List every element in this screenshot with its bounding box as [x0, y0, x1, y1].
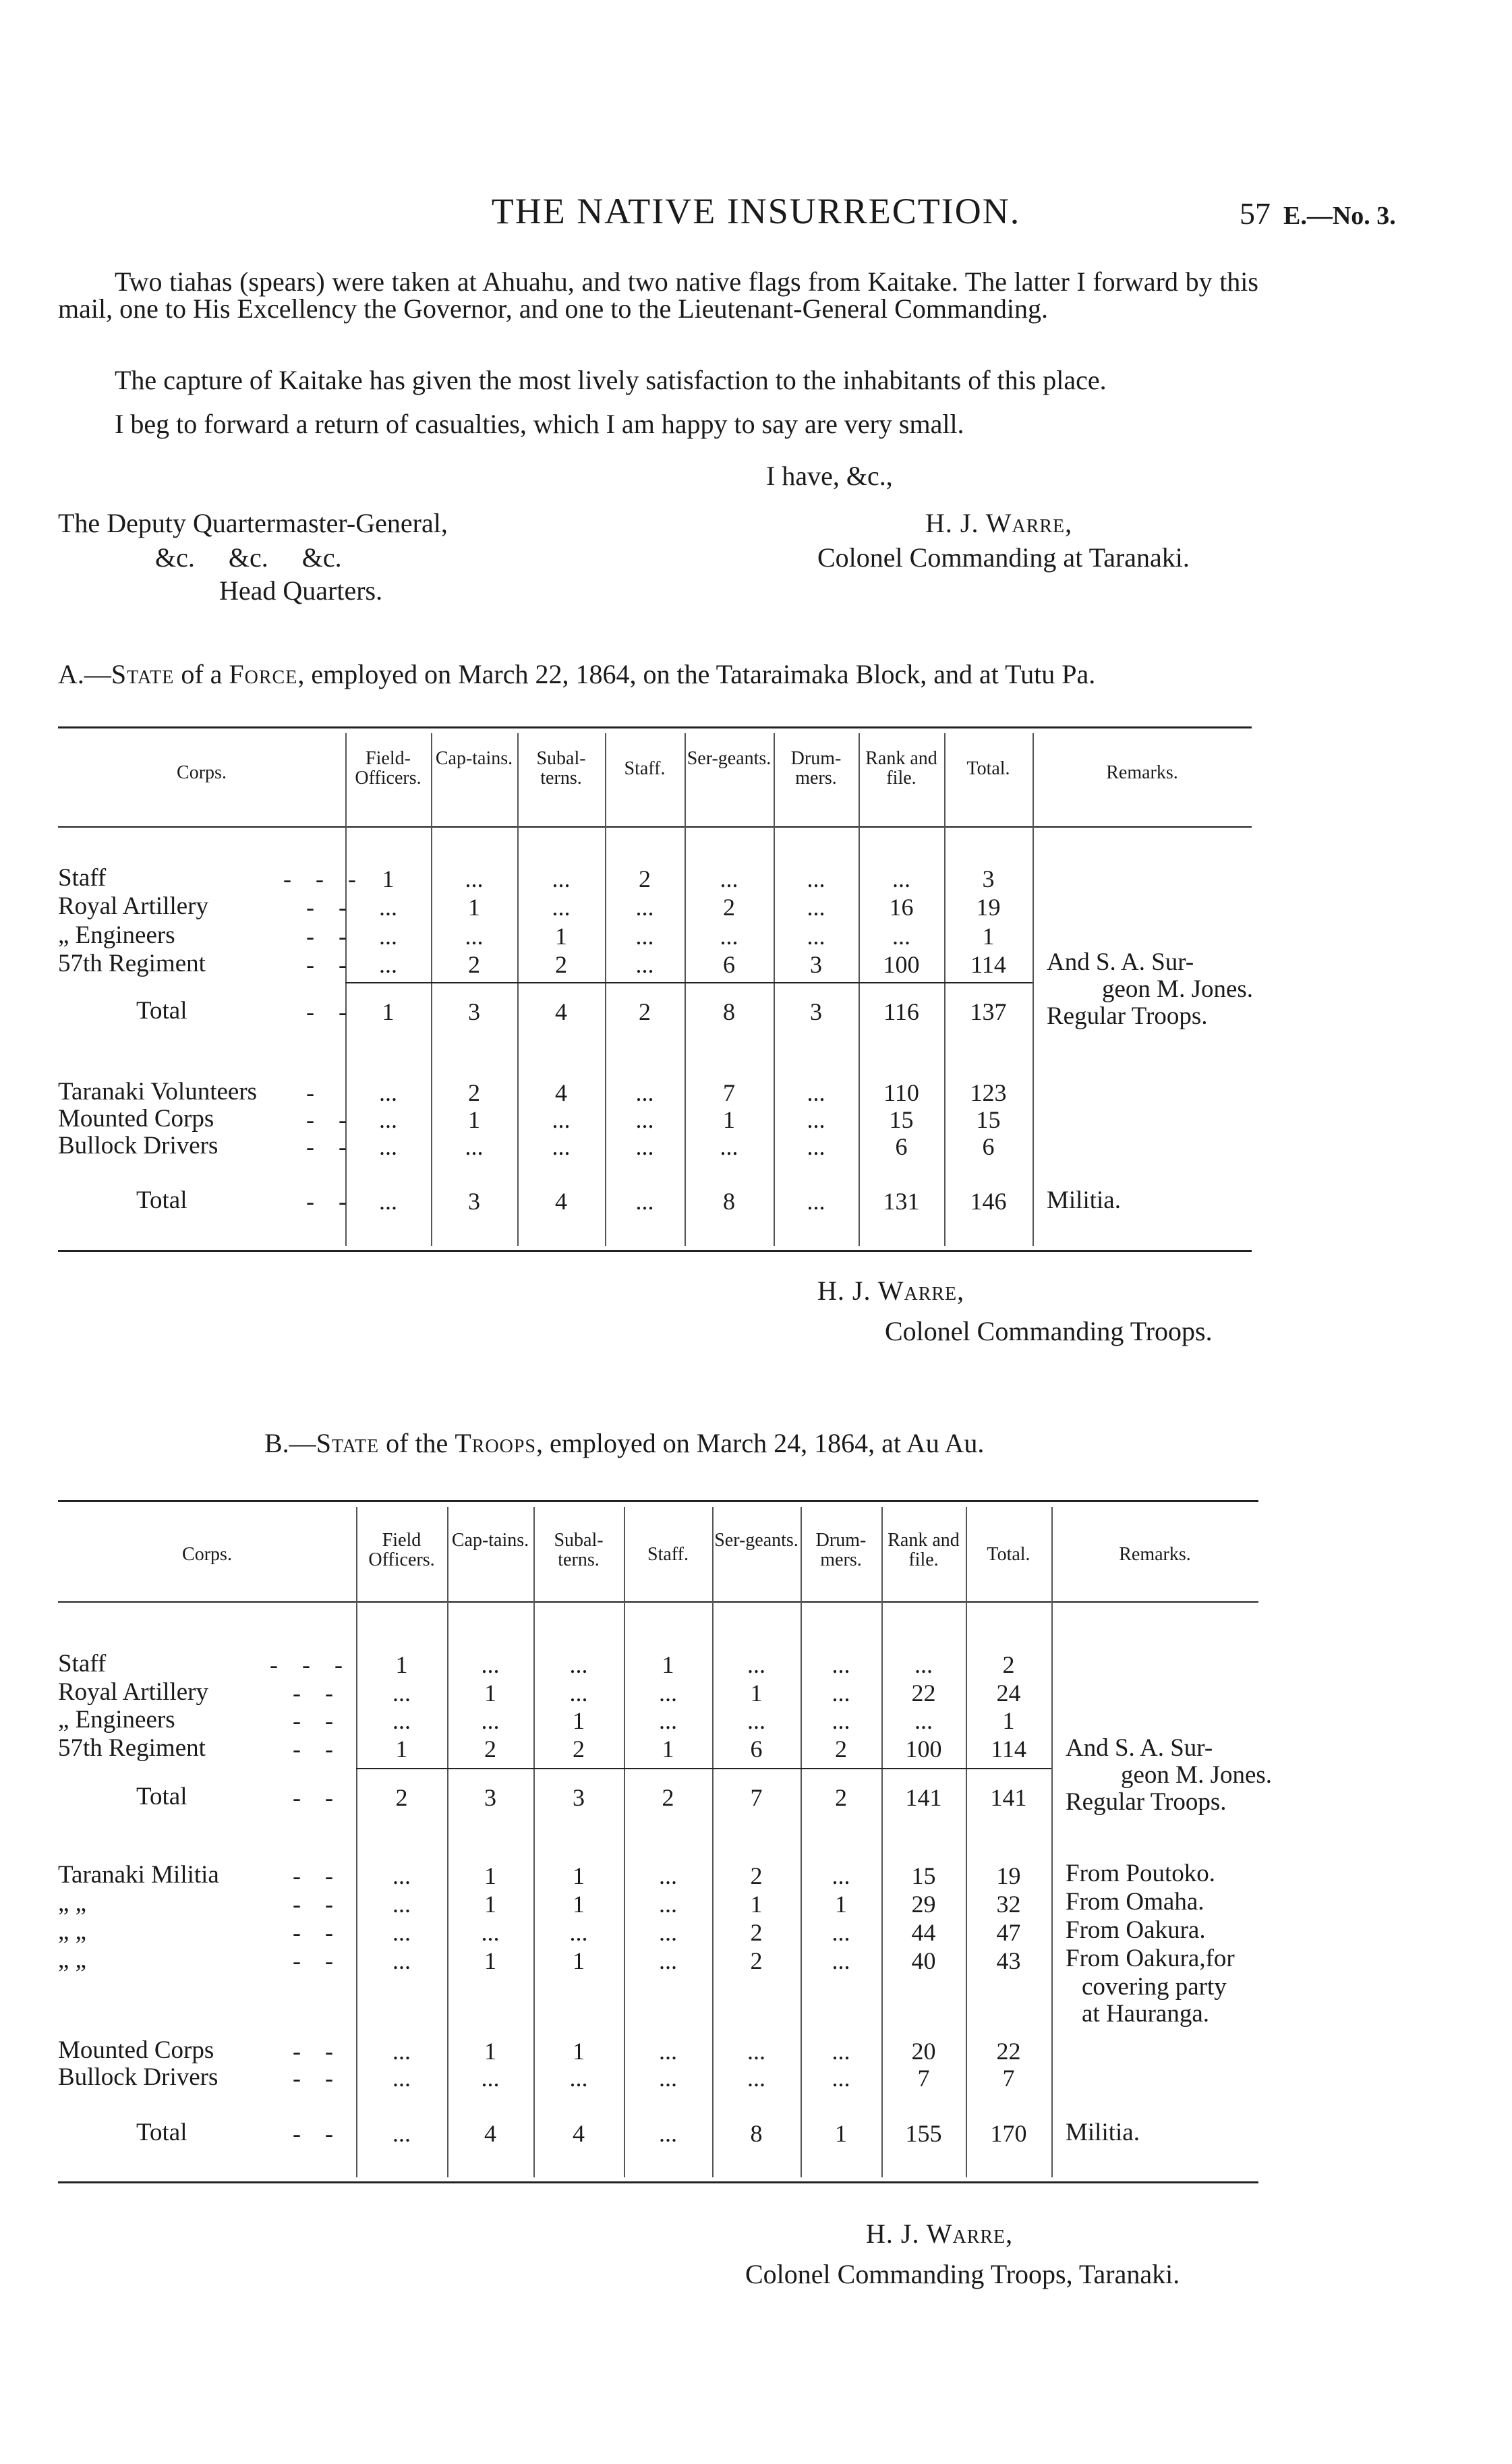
table-a-row-leader: - - — [306, 894, 347, 921]
table-b-remark: Regular Troops. — [1066, 1788, 1227, 1816]
table-b-row-cell: 1 — [750, 1891, 763, 1918]
table-a-total-row-cell: 3 — [468, 998, 480, 1025]
table-b-total-row-cell: 170 — [990, 2120, 1027, 2147]
table-a-col-divider — [774, 733, 775, 1246]
table-a-col-header-captains: Cap-tains. — [435, 748, 513, 769]
table-b-total-row-cell: 155 — [905, 2120, 942, 2147]
table-b-row-cell: 1 — [484, 2038, 496, 2065]
table-b-row-cell: 1 — [573, 2038, 585, 2065]
table-b-row-leader: - - — [293, 1707, 333, 1734]
table-b-row-cell: ... — [392, 1919, 411, 1946]
table-a-col-divider — [605, 733, 606, 1246]
table-b-total-row-cell: 8 — [750, 2120, 763, 2147]
table-b-row-leader: - - — [293, 1891, 333, 1918]
table-b-header-rule — [58, 1601, 1258, 1603]
table-b-row-corps: Mounted Corps — [58, 2036, 214, 2064]
table-b-row-corps: „ Engineers — [58, 1706, 175, 1734]
table-b-col-header-drummers: Drum-mers. — [815, 1530, 867, 1570]
table-a-signer-title: Colonel Commanding Troops. — [885, 1316, 1213, 1346]
table-b-col-header-staff: Staff. — [647, 1544, 689, 1565]
table-b-row-cell: 43 — [996, 1947, 1021, 1974]
table-b-remark: at Hauranga. — [1082, 2000, 1210, 2028]
table-b-row-cell: ... — [659, 1919, 677, 1946]
table-b-col-header-subalterns: Subal-terns. — [554, 1530, 604, 1570]
table-b-row-cell: 20 — [911, 2038, 936, 2065]
table-b-row-cell: ... — [392, 1707, 411, 1734]
table-b-total-row-cell: 7 — [750, 1784, 763, 1811]
table-a-col-divider — [517, 733, 519, 1246]
table-b-remark: From Poutoko. — [1066, 1860, 1216, 1887]
table-a-row-cell: 1 — [555, 923, 567, 950]
table-a-row-cell: 2 — [639, 865, 651, 892]
table-b-row-cell: 2 — [750, 1947, 763, 1974]
table-a-row-leader: - - — [306, 1133, 347, 1160]
table-a-total-row-leader: - - — [306, 998, 347, 1025]
table-a-row-cell: ... — [807, 923, 825, 950]
table-b-row-leader: - - — [293, 1862, 333, 1889]
table-b-row-cell: ... — [659, 2065, 677, 2092]
table-b-row-cell: 44 — [911, 1919, 936, 1946]
table-b-row-cell: ... — [569, 2065, 588, 2092]
table-a-col-divider — [345, 733, 347, 1246]
table-b-row-cell: 1 — [484, 1680, 496, 1707]
table-a-row-corps: Mounted Corps — [58, 1105, 214, 1133]
table-a-row-cell: ... — [720, 923, 738, 950]
table-a-row-leader: - - - — [283, 865, 356, 892]
addressee-line-3: Head Quarters. — [219, 575, 383, 606]
table-b-row-cell: 47 — [996, 1919, 1021, 1946]
table-a-row-cell: ... — [807, 1133, 825, 1160]
table-b-row-cell: ... — [832, 1862, 850, 1889]
table-b-row-cell: 2 — [1002, 1651, 1015, 1678]
table-b-row-cell: ... — [832, 1707, 850, 1734]
table-a-row-cell: 4 — [555, 1079, 567, 1106]
table-b-row-corps: „ „ — [58, 1946, 87, 1974]
table-a-row-cell: 1 — [382, 865, 395, 892]
table-b-row-cell: ... — [481, 1707, 500, 1734]
table-a-row-cell: 16 — [889, 894, 914, 921]
table-b-row-cell: 40 — [911, 1947, 936, 1974]
table-b-row-corps: „ „ — [58, 1918, 87, 1945]
table-b-total-row-cell: 3 — [484, 1784, 496, 1811]
table-a-col-divider — [859, 733, 860, 1246]
table-b-row-cell: 2 — [573, 1736, 585, 1763]
table-b-col-header-captains: Cap-tains. — [451, 1530, 529, 1551]
table-b-row-corps: Royal Artillery — [58, 1678, 208, 1706]
table-a-row-cell: 1 — [982, 923, 995, 950]
table-b-row-cell: 1 — [662, 1651, 674, 1678]
table-b-subtotal-rule — [356, 1768, 1051, 1769]
table-b-row-cell: ... — [747, 2065, 765, 2092]
table-a-top-rule — [58, 726, 1252, 728]
table-b-row-cell: ... — [659, 1947, 677, 1974]
table-a-total-row-cell: 146 — [970, 1188, 1007, 1215]
table-b-row-cell: ... — [481, 2065, 500, 2092]
table-b-row-cell: 1 — [1002, 1707, 1015, 1734]
table-a-row-cell: 3 — [982, 865, 995, 892]
document-reference: E.—No. 3. — [1283, 202, 1396, 230]
table-b-row-cell: ... — [832, 2065, 850, 2092]
table-a-row-cell: ... — [635, 1106, 654, 1133]
table-b-row-cell: ... — [659, 1891, 677, 1918]
table-a-row-cell: ... — [552, 1106, 571, 1133]
table-b-row-cell: ... — [914, 1651, 933, 1678]
page-number: 57 — [1240, 196, 1271, 231]
table-b-title: B.—State of the Troops, employed on March 24, 1864, at Au Au. — [264, 1428, 985, 1458]
table-b-row-cell: 22 — [996, 2038, 1021, 2065]
table-b-col-header-remarks: Remarks. — [1119, 1544, 1191, 1565]
table-b-row-cell: ... — [659, 1862, 677, 1889]
table-a-subtotal-rule — [345, 982, 1033, 983]
table-b-signer: H. J. Warre, — [866, 2218, 1014, 2249]
table-b-col-header-sergeants: Ser-geants. — [714, 1530, 798, 1551]
table-a-row-cell: ... — [465, 1133, 484, 1160]
table-a-total-row-cell: 4 — [555, 998, 567, 1025]
table-a-row-leader: - - — [306, 951, 347, 978]
table-b-row-cell: ... — [392, 2065, 411, 2092]
table-b-row-cell: 24 — [996, 1680, 1021, 1707]
table-a-row-cell: 1 — [468, 1106, 480, 1133]
table-b-col-header-field-officers: Field Officers. — [368, 1530, 435, 1570]
table-b-row-cell: 1 — [484, 1891, 496, 1918]
table-a-row-cell: 100 — [883, 951, 920, 978]
table-b-row-cell: ... — [747, 2038, 765, 2065]
table-a-col-divider — [431, 733, 432, 1246]
table-b-row-cell: 15 — [911, 1862, 936, 1889]
table-a-col-header-subalterns: Subal-terns. — [536, 748, 586, 789]
table-a-total-row-cell: 3 — [810, 998, 822, 1025]
table-b-row-corps: „ „ — [58, 1889, 87, 1917]
table-a-row-cell: ... — [379, 951, 397, 978]
table-b-row-cell: 2 — [750, 1862, 763, 1889]
table-a-total-row-cell: 4 — [555, 1188, 567, 1215]
table-a-col-header-rank-and-file: Rank and file. — [865, 748, 937, 789]
table-a-row-cell: 110 — [883, 1079, 919, 1106]
letter-paragraph-1: Two tiahas (spears) were taken at Ahuahu, and two native flags from Kaitake. The latter I forward by this mail, one to His Excellency the Governor, and one to the Lieutenant-General Commanding. — [58, 266, 1258, 324]
table-a-col-header-corps: Corps. — [177, 762, 227, 783]
table-b-row-leader: - - — [293, 1736, 333, 1763]
table-b-remark: And S. A. Sur- — [1066, 1734, 1213, 1762]
table-a-row-cell: ... — [807, 1079, 825, 1106]
table-b-remark: geon M. Jones. — [1121, 1761, 1273, 1789]
table-b-row-cell: 2 — [835, 1736, 847, 1763]
table-a-row-cell: ... — [635, 923, 654, 950]
table-b-row-cell: 32 — [996, 1891, 1021, 1918]
table-b-remark: Militia. — [1066, 2119, 1140, 2146]
table-b-row-leader: - - — [293, 1919, 333, 1946]
table-a-row-cell: ... — [379, 1079, 397, 1106]
table-b-row-cell: ... — [481, 1919, 500, 1946]
table-a-col-header-total: Total. — [966, 758, 1010, 779]
table-a-total-row-cell: 3 — [468, 1188, 480, 1215]
table-a-total-row-cell: 131 — [883, 1188, 920, 1215]
table-a-row-cell: 2 — [468, 1079, 480, 1106]
table-b-row-cell: ... — [832, 1947, 850, 1974]
table-b-row-cell: ... — [392, 1891, 411, 1918]
table-b-total-row-cell: 2 — [835, 1784, 847, 1811]
table-a-row-leader: - — [306, 1079, 314, 1106]
table-a-row-cell: 19 — [976, 894, 1001, 921]
table-b-total-row-cell: 2 — [395, 1784, 408, 1811]
table-a-row-cell: ... — [379, 923, 397, 950]
table-b-signer-title: Colonel Commanding Troops, Taranaki. — [745, 2259, 1180, 2289]
table-b-row-cell: 1 — [395, 1651, 408, 1678]
table-b-row-cell: 1 — [395, 1736, 408, 1763]
table-a-row-cell: ... — [720, 865, 738, 892]
table-a-row-cell: 7 — [723, 1079, 735, 1106]
table-b-row-cell: 22 — [911, 1680, 936, 1707]
table-a-row-corps: Bullock Drivers — [58, 1132, 219, 1159]
letter-paragraph-2: The capture of Kaitake has given the most lively satisfaction to the inhabitants of this place. — [115, 365, 1107, 395]
table-a-row-cell: 6 — [895, 1133, 908, 1160]
table-b-row-cell: ... — [659, 1707, 677, 1734]
table-b-row-corps: Taranaki Militia — [58, 1861, 219, 1889]
table-a-remark: Militia. — [1047, 1186, 1121, 1214]
table-b-total-row-cell: 141 — [905, 1784, 942, 1811]
table-b-remark: covering party — [1082, 1973, 1227, 2001]
table-a-row-corps: Taranaki Volunteers — [58, 1078, 258, 1106]
table-b-row-cell: 7 — [1002, 2065, 1015, 2092]
table-b-row-corps: 57th Regiment — [58, 1734, 206, 1762]
table-a-total-row-corps: Total — [136, 1186, 187, 1214]
table-a-signer: H. J. Warre, — [817, 1276, 965, 1306]
table-a-row-cell: 2 — [555, 951, 567, 978]
addressee-line-2: &c. &c. &c. — [155, 542, 342, 573]
table-a-row-cell: ... — [379, 894, 397, 921]
table-a-row-cell: 1 — [723, 1106, 735, 1133]
table-b-row-cell: 114 — [991, 1736, 1026, 1763]
table-a-remark: geon M. Jones. — [1102, 975, 1254, 1003]
table-a-total-row-leader: - - — [306, 1188, 347, 1215]
table-a-row-cell: ... — [807, 894, 825, 921]
table-a-row-cell: 15 — [976, 1106, 1001, 1133]
table-a-row-cell: 6 — [723, 951, 735, 978]
table-b-total-row-cell: 3 — [573, 1784, 585, 1811]
table-a-row-cell: ... — [892, 865, 910, 892]
table-a-row-cell: 123 — [970, 1079, 1007, 1106]
table-b-row-cell: 1 — [662, 1736, 674, 1763]
table-a-col-header-drummers: Drum-mers. — [790, 748, 842, 789]
table-a-header-rule — [58, 826, 1252, 828]
table-a-row-corps: „ Engineers — [58, 921, 175, 949]
table-b-row-cell: 1 — [484, 1862, 496, 1889]
table-a-row-cell: 6 — [982, 1133, 995, 1160]
table-a-row-cell: ... — [379, 1133, 397, 1160]
table-b-row-cell: 1 — [573, 1891, 585, 1918]
table-a-row-cell: 15 — [889, 1106, 914, 1133]
page-title: THE NATIVE INSURRECTION. — [491, 191, 1021, 231]
table-b-row-cell: 2 — [484, 1736, 496, 1763]
table-a-col-header-remarks: Remarks. — [1106, 762, 1178, 783]
table-a-row-cell: ... — [635, 1133, 654, 1160]
table-b-row-cell: ... — [832, 2038, 850, 2065]
table-a-row-cell: ... — [807, 1106, 825, 1133]
table-b-row-cell: 29 — [911, 1891, 936, 1918]
table-a-row-cell: ... — [720, 1133, 738, 1160]
table-b-col-divider — [1051, 1507, 1053, 2177]
table-a-row-cell: ... — [465, 865, 484, 892]
table-b-row-cell: 100 — [905, 1736, 942, 1763]
table-b-row-cell: ... — [914, 1707, 933, 1734]
table-b-row-cell: 1 — [484, 1947, 496, 1974]
table-b-row-cell: 1 — [573, 1947, 585, 1974]
table-b-total-row-cell: 2 — [662, 1784, 674, 1811]
table-b-row-cell: 1 — [750, 1680, 763, 1707]
table-a-col-divider — [685, 733, 686, 1246]
table-a-col-header-sergeants: Ser-geants. — [687, 748, 772, 769]
table-a-remark: Regular Troops. — [1047, 1002, 1208, 1030]
table-b-row-cell: 1 — [573, 1707, 585, 1734]
table-b-row-cell: ... — [747, 1651, 765, 1678]
table-b-row-leader: - - — [293, 2065, 333, 2092]
table-b-row-leader: - - — [293, 2038, 333, 2065]
table-a-row-cell: 1 — [468, 894, 480, 921]
table-b-total-row-cell: 1 — [835, 2120, 847, 2147]
table-a-row-cell: ... — [552, 1133, 571, 1160]
table-a-col-divider — [944, 733, 946, 1246]
table-b-row-cell: ... — [832, 1919, 850, 1946]
table-a-row-cell: 114 — [970, 951, 1006, 978]
table-b-row-cell: ... — [392, 2038, 411, 2065]
table-b-row-cell: ... — [832, 1680, 850, 1707]
table-a-col-header-field-officers: Field-Officers. — [355, 748, 421, 789]
table-b-row-cell: ... — [392, 1862, 411, 1889]
table-b-row-corps: Bullock Drivers — [58, 2063, 219, 2091]
table-b-total-row-leader: - - — [293, 2120, 333, 2147]
table-b-row-leader: - - - — [270, 1651, 343, 1678]
table-b-row-cell: ... — [659, 1680, 677, 1707]
table-a-row-cell: ... — [635, 951, 654, 978]
table-a-total-row-cell: 1 — [382, 998, 395, 1025]
table-b-total-row-cell: 4 — [484, 2120, 496, 2147]
table-b-total-row-cell: 141 — [990, 1784, 1027, 1811]
table-b-total-row-corps: Total — [136, 2119, 187, 2146]
table-b-row-cell: 7 — [917, 2065, 930, 2092]
table-a-row-cell: ... — [465, 923, 484, 950]
letter-paragraph-3: I beg to forward a return of casualties, which I am happy to say are very small. — [115, 409, 964, 439]
table-a-total-row-cell: ... — [379, 1188, 397, 1215]
table-a-row-leader: - - — [306, 1106, 347, 1133]
table-b-row-cell: ... — [569, 1919, 588, 1946]
table-b-top-rule — [58, 1500, 1258, 1502]
table-a-total-row-cell: ... — [807, 1188, 825, 1215]
table-b-row-cell: ... — [392, 1947, 411, 1974]
letter-closing: I have, &c., — [766, 461, 893, 491]
table-a-bottom-rule — [58, 1250, 1252, 1252]
table-a-col-header-staff: Staff. — [624, 758, 666, 779]
table-a-total-row-cell: 137 — [970, 998, 1007, 1025]
table-a-total-row-cell: 116 — [883, 998, 919, 1025]
table-b-row-cell: 2 — [750, 1919, 763, 1946]
table-b-row-leader: - - — [293, 1947, 333, 1974]
table-a-row-cell: 2 — [468, 951, 480, 978]
table-b-total-row-leader: - - — [293, 1784, 333, 1811]
table-a-row-cell: ... — [635, 894, 654, 921]
table-a-title: A.—State of a Force, employed on March 22, 1864, on the Tataraimaka Block, and at Tutu Pa. — [58, 659, 1096, 689]
table-a-row-leader: - - — [306, 923, 347, 950]
table-a-total-row-cell: ... — [635, 1188, 654, 1215]
table-a-row-cell: ... — [892, 923, 910, 950]
table-b-row-cell: 1 — [573, 1862, 585, 1889]
table-a-total-row-corps: Total — [136, 997, 187, 1025]
letter-signer: H. J. Warre, — [925, 508, 1073, 538]
table-a-row-corps: 57th Regiment — [58, 950, 206, 977]
addressee-line-1: The Deputy Quartermaster-General, — [58, 508, 448, 538]
table-a-total-row-cell: 2 — [639, 998, 651, 1025]
table-a-row-cell: ... — [552, 865, 571, 892]
table-a-remark: And S. A. Sur- — [1047, 948, 1194, 976]
table-b-total-row-cell: ... — [659, 2120, 677, 2147]
table-b-row-cell: ... — [659, 2038, 677, 2065]
table-b-bottom-rule — [58, 2181, 1258, 2183]
table-b-row-cell: ... — [392, 1680, 411, 1707]
table-b-remark: From Oakura. — [1066, 1916, 1206, 1944]
table-b-row-cell: 19 — [996, 1862, 1021, 1889]
table-b-row-cell: ... — [747, 1707, 765, 1734]
table-b-total-row-corps: Total — [136, 1783, 187, 1810]
letter-signer-title: Colonel Commanding at Taranaki. — [817, 542, 1190, 573]
table-b-row-cell: ... — [569, 1680, 588, 1707]
table-b-row-cell: ... — [832, 1651, 850, 1678]
table-a-row-cell: ... — [635, 1079, 654, 1106]
table-b-row-cell: 6 — [750, 1736, 763, 1763]
table-b-col-header-total: Total. — [987, 1544, 1030, 1565]
table-a-row-cell: ... — [807, 865, 825, 892]
table-a-total-row-cell: 8 — [723, 998, 735, 1025]
table-a-col-divider — [1033, 733, 1034, 1246]
table-a-row-corps: Royal Artillery — [58, 892, 208, 920]
table-a-row-cell: 3 — [810, 951, 822, 978]
table-b-row-cell: ... — [481, 1651, 500, 1678]
table-b-row-leader: - - — [293, 1680, 333, 1707]
table-b-remark: From Omaha. — [1066, 1888, 1204, 1916]
table-b-remark: From Oakura,for — [1066, 1945, 1235, 1972]
table-a-total-row-cell: 8 — [723, 1188, 735, 1215]
table-a-row-cell: ... — [552, 894, 571, 921]
table-a-row-cell: 2 — [723, 894, 735, 921]
table-b-total-row-cell: 4 — [573, 2120, 585, 2147]
table-a-row-corps: Staff — [58, 864, 107, 892]
table-b-col-header-rank-and-file: Rank and file. — [888, 1530, 960, 1570]
table-a-row-cell: ... — [379, 1106, 397, 1133]
table-b-total-row-cell: ... — [392, 2120, 411, 2147]
table-b-row-cell: ... — [569, 1651, 588, 1678]
table-b-row-corps: Staff — [58, 1650, 107, 1678]
table-b-col-header-corps: Corps. — [182, 1544, 232, 1565]
table-b-row-cell: 1 — [835, 1891, 847, 1918]
